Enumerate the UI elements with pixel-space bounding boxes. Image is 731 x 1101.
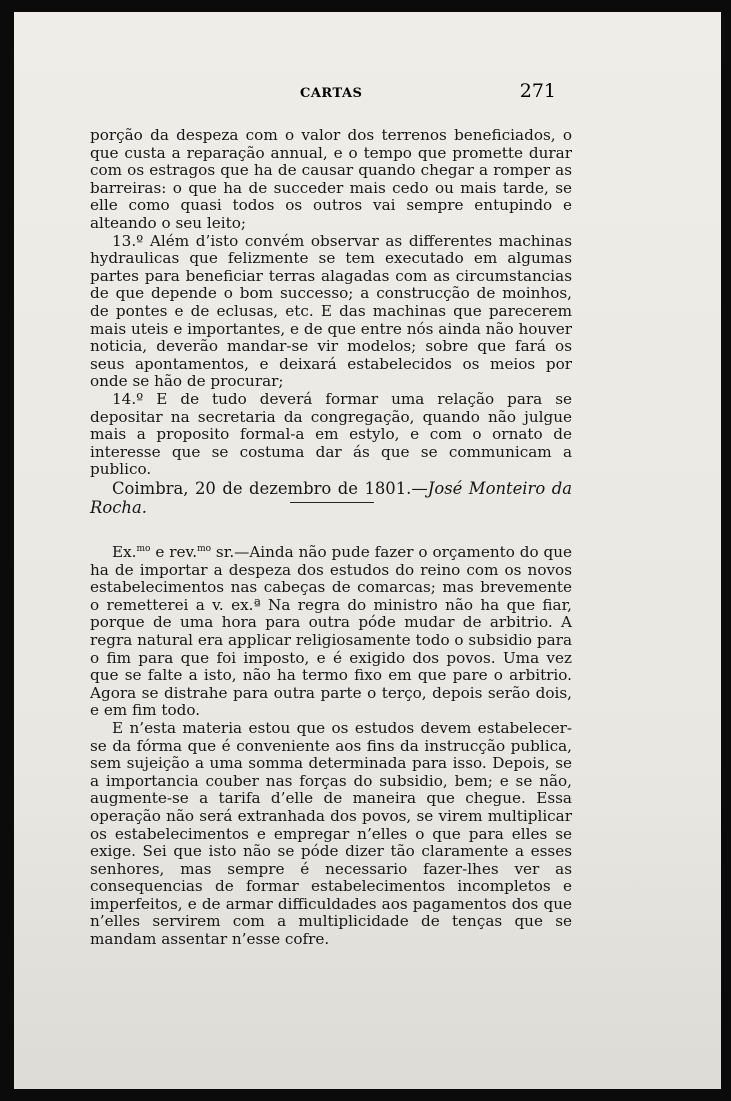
salutation-ex: Ex. [112, 543, 137, 561]
letter-closing-section [90, 127, 572, 517]
salutation-sup-mo-1: mo [136, 543, 151, 554]
letter-opening-paragraph [90, 544, 572, 720]
signoff-place-date: Coimbra, 20 de dezembro de 1801.— [112, 478, 428, 498]
paragraph-item-14: 14.º E de tudo deverá formar uma relação para se depositar na secretaria da congregação, quando não julgue mais a proposito formal-a em estylo, e com o ornato de interesse que se costuma dar ás que se communicam a publico. [90, 389, 572, 479]
salutation-sup-mo-2: mo [197, 543, 212, 554]
running-head [90, 80, 570, 108]
page-number: 271 [519, 80, 556, 102]
opening-paragraph-text: sr.—Ainda não pude fazer o orçamento do que ha de importar a despeza dos estudos do reino com os novos estabelecimentos nas cabeças de comarcas; mas brevemente o remetterei a v. ex.ª Na regra do ministro não ha que fiar, porque de uma hora para outra póde mudar de arbitrio. A regra natural era applicar religiosamente todo o subsidio para o fim para que foi imposto, e é exigido dos povos. Uma vez que se falte a isto, não ha termo fixo em que pare o arbitrio. Agora se distrahe para outra parte o terço, depois serão dois, e em fim todo. [90, 543, 572, 720]
paragraph-item-13: 13.º Além d’isto convém observar as differentes machinas hydraulicas que felizmente se tem executado em algumas partes para beneficiar terras alagadas com as circumstancias de que depende o bom successo; a construcção de moinhos, de pontes e de eclusas, etc. E das machinas que parecerem mais uteis e importantes, e de que entre nós ainda não houver noticia, deverão mandar-se vir modelos; sobre que fará os seus apontamentos, e deixará estabelecidos os meios por onde se hão de procurar; [90, 231, 572, 391]
salutation-rev: e rev. [150, 543, 198, 561]
section-divider [290, 502, 374, 503]
paragraph-continued: porção da despeza com o valor dos terrenos beneficiados, o que custa a reparação annual, e o tempo que promette durar com os estragos que ha de causar quando chegar a romper as barreiras: o que ha de succeder mais cedo ou mais tarde, se elle como quasi todos os outros vai sempre entupindo e alteando o seu leito; [90, 126, 572, 232]
running-title: CARTAS [300, 86, 363, 101]
paragraph-second: E n’esta materia estou que os estudos devem estabelecer-se da fórma que é conveniente aos fins da instrucção publica, sem sujeição a uma somma determinada para isso. Depois, se a importancia couber nas forças do subsidio, bem; e se não, augmente-se a tarifa d’elle de maneira que chegue. Essa operação não será extranhada dos povos, se virem multiplicar os estabelecimentos e empregar n’elles o que para elles se exige. Sei que isto não se póde dizer tão claramente a esses senhores, mas sempre é necessario fazer-lhes ver as consequencias de formar estabelecimentos incompletos e imperfeitos, e de armar difficuldades aos pagamentos dos que n’elles servirem com a multiplicidade de tenças que se mandam assentar n’esse cofre. [90, 718, 572, 949]
signoff-author: José Monteiro da Rocha. [90, 478, 572, 517]
signoff-line [90, 479, 572, 517]
new-letter-section [90, 544, 572, 949]
